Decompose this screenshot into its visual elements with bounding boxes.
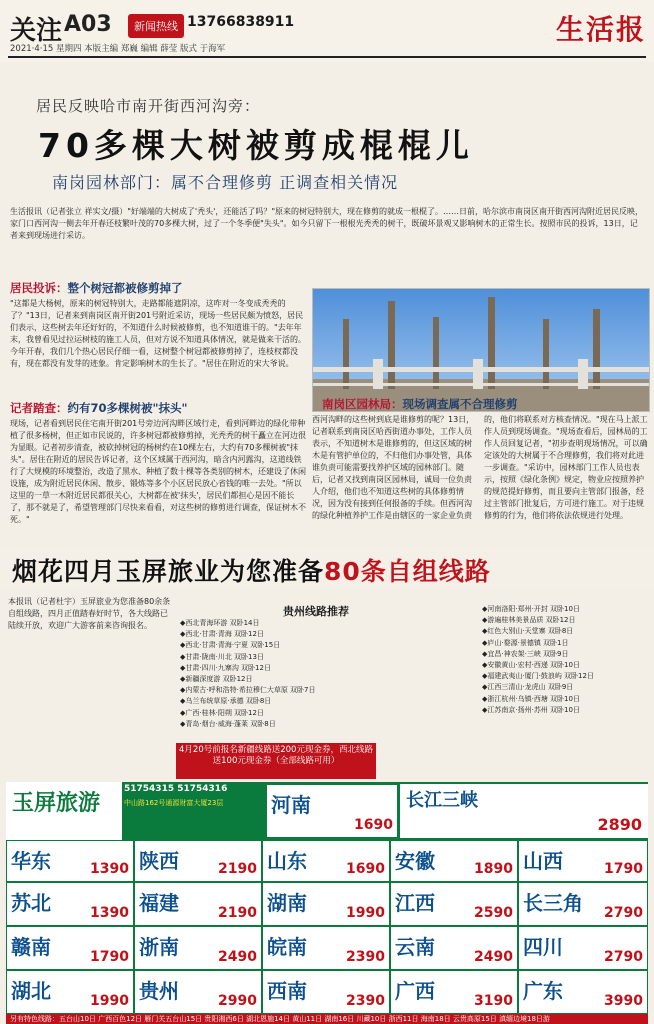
ad-cell: 江西 2590 — [390, 882, 518, 926]
ad-brand-name: 玉屏旅游 — [12, 790, 101, 816]
route-item: ◆西北青海环游 双卧14日 — [180, 619, 260, 627]
routes-list-b — [482, 604, 648, 716]
ad-cell: 贵州 2990 — [134, 970, 262, 1014]
section1-rest: 整个树冠都被修剪掉了 — [67, 281, 183, 295]
ad-right-price: 2890 — [597, 815, 642, 834]
route-item: ◆庐山·婺源·景德镇 双卧1日 — [482, 638, 569, 647]
ad-cell: 四川 2790 — [518, 926, 648, 970]
travel-headline — [12, 552, 491, 588]
photo-illustration — [313, 289, 650, 412]
article-lead: 生活报讯（记者张立 祥实文/摄）"好端端的大树成了'秃头'，还能活了吗？"原来的树冠特别大，现在修剪的就成一根棍了。……日前，哈尔滨市南岗区南开街西河沟附近居民反映，家门口西河沟一侧去年开春还枝繁叶茂的70多棵大树，过了一个冬季便"失头"。如今只留下一根根光秃秃的树干，既破坏景观又影响树木的正常生长。按照市民的投诉，13日，记者来到现场进行采访。 — [10, 207, 643, 240]
ad-cell: 赣南 1790 — [6, 926, 134, 970]
route-item: ◆安徽黄山·宏村·西递 双卧10日 — [482, 661, 580, 670]
ad-cell: 山西 1790 — [518, 840, 648, 882]
ad-cell: 浙南 2490 — [134, 926, 262, 970]
section2-heading — [10, 400, 188, 416]
ad-cell: 陕西 2190 — [134, 840, 262, 882]
route-item: ◆福建武夷山·厦门·鼓浪屿 双卧12日 — [482, 672, 594, 681]
travel-intro: 本报讯（记者杜宇）玉屏旅业为您准备80余条自组线路，四月正值踏春好时节，各大线路已陆续开放，欢迎广大游客前来咨询报名。 — [8, 597, 171, 630]
route-item: ◆广西·桂林·阳朔 双卧12日 — [180, 708, 264, 717]
section3-heading — [322, 396, 518, 412]
route-item: ◆西北·甘肃·青海·宁夏 双卧15日 — [180, 641, 281, 650]
ad-cell: 西南 2390 — [262, 970, 390, 1014]
ad-brand-address: 中山路162号通源财富大厦23层 — [124, 799, 224, 807]
route-item: ◆江西三清山·龙虎山 双卧9日 — [482, 683, 574, 692]
route-item: ◆内蒙古·呼和浩特·希拉穆仁大草原 双卧7日 — [180, 686, 316, 695]
ad-cell: 苏北 1390 — [6, 882, 134, 926]
section1-key: 居民投诉： — [10, 281, 68, 295]
route-item: ◆新疆深度游 双卧12日 — [180, 675, 253, 684]
ad-cell: 河南 1690 — [266, 784, 398, 838]
ad-cell: 长三角 2790 — [518, 882, 648, 926]
route-item: ◆甘肃·四川·九寨沟 双卧12日 — [180, 663, 271, 672]
route-item: ◆江苏南京·扬州·苏州 双卧10日 — [482, 705, 580, 714]
ad-cell: 湖南 1990 — [262, 882, 390, 926]
ad-cell: 福建 2190 — [134, 882, 262, 926]
route-item: ◆河南洛阳·郑州·开封 双卧10日 — [482, 605, 580, 613]
travel-headline-main: 烟花四月玉屏旅业为您准备 — [12, 557, 325, 586]
ad-cell: 广东 3990 — [518, 970, 648, 1014]
section1-text: "这都是大杨树，原来的树冠特别大，走路都能遮阴凉，这咋对一冬变成秃秃的了？"13日，记者来到南岗区南开街201号附近采访，现场一些居民颇为愤怒，居民们表示，这些树去年还好好的，不知道什么时候被修剪，也不知道谁干的。"去年年末，我曾看见过拉运树枝的施工人员，但对方说不知道具体情况，就是做来干活的。今年开春，我们几个热心居民仔细一看，这树整个树冠都被修剪掉了，连枝杈都没有，现在都没有发芽的迹象。肯定影响树木的生长了。"居住在附近的宋大爷说。 — [10, 299, 306, 368]
section2-key: 记者踏查： — [10, 401, 68, 415]
routes-list-a — [180, 618, 376, 730]
section1-heading — [10, 280, 183, 296]
section2-text: 现场，记者看到居民住宅南开街201号旁边河沟畔区域行走，看到河畔边的绿化带种植了很多杨树，但正如市民说的，许多树冠都被修剪掉，光秃秃的树干矗立在河边很为显眼。记者初步清查，被砍掉树冠的杨树约在10棵左右，大约有70多棵树被"抹头"。居住在附近的居民告诉记者，这个区域属于西河沟，暗含内河露沟，这道线铁行了大规模的环境整治，改造了黑水、种植了数十棵等各类别的树木，还建设了休闲设施，成为附近居民休闲、散步、锻炼等多个小区居民放心省钱的唯一去处。"所以这里的一草一木附近居民都很关心，大树都在被'抹头'，居民们都担心是因不能长了，那不就是了，希望管理部门尽快来看看，对这些树的修剪进行调查，保证树木不死。" — [10, 419, 306, 524]
article-deck: 南岗园林部门：属不合理修剪 正调查相关情况 — [52, 173, 399, 192]
ad-cell: 华东 1390 — [6, 840, 134, 882]
ad-right-box — [400, 784, 648, 838]
route-item: ◆宜昌·神农架·三峡 双卧9日 — [482, 649, 569, 658]
article-kicker: 居民反映哈市南开街西河沟旁： — [36, 97, 261, 115]
section3-rest: 现场调查属不合理修剪 — [402, 397, 518, 411]
promo-box: 4月20号前报名新疆线路送200元现金券，西北线路送100元现金券（全部线路可用） — [176, 743, 376, 779]
news-photo — [312, 288, 650, 412]
section3-text: 西河沟畔的这些树到底是谁修剪的呢？13日，记者联系到南岗区哈西街道办事处，工作人员表示，不知道树木是谁修剪的，但这区域的树木是有管护单位的，不归他们办事处管，具体谁负责可能需要找养护区域的园林部门。随后，记者又找到南岗区园林局，诚局一位负责人介绍，他们也不知道这些树的具体修剪情况，因为没有接到任何报备的手续。但西河沟的绿化种植养护工作是由辖区的一家企业负责的，他们将联系对方核查情况。"现在马上派工作人员到现场调查。"现场查看后，园林局的工作人员回复记者，"初步查明现场情况，可以确定该处的大树属于不合理修剪，我们将对此进一步调查。"采访中，园林部门工作人员也表示，按照《绿化条例》规定，物业应按照养护的规范提好修剪，而且要向主管部门报备，经过主管部门批复后，方可进行施工。对于违规修剪的行为，他们将依法依规进行处理。 — [312, 415, 648, 520]
bottom-ticker: 另有特色线路：五台山10日 广西百色12日 雁门关五台山15日 贵阳湘西6日 湖北恩施14日 黄山11日 湖南16日 川藏10日 浙西11日 海南18日 云贵高原15日 滇缅边境18日游 — [6, 1014, 648, 1024]
ad-right-brand: 长江三峡 — [406, 790, 478, 811]
newspaper-logo: 生活报 — [556, 13, 647, 46]
route-item: ◆西北·甘肃·青海 双卧12日 — [180, 630, 264, 639]
section2-rest: 约有70多棵树被"抹头" — [67, 401, 188, 415]
route-item: ◆乌兰布统草原·承德 双卧8日 — [180, 697, 272, 706]
ad-cell: 山东 1690 — [262, 840, 390, 882]
ad-cell: 湖北 1990 — [6, 970, 134, 1014]
route-item: ◆浙江杭州·乌镇·西塘 双卧10日 — [482, 694, 580, 703]
ad-brand-box — [6, 782, 122, 840]
ad-cell: 云南 2490 — [390, 926, 518, 970]
route-item: ◆游遍桂林美景品质 双卧12日 — [482, 616, 576, 625]
route-item: ◆青岛·烟台·威海·蓬莱 双卧8日 — [180, 719, 276, 728]
travel-headline-red: 80条自组线路 — [324, 557, 491, 586]
masthead-rule — [8, 56, 646, 58]
page-number: A03 — [64, 12, 112, 37]
route-item: ◆甘肃·陇南·川北 双卧13日 — [180, 652, 264, 661]
issue-info: 2021·4·15 星期四 本版主编 郑巍 编辑 薛莹 版式 于海军 — [10, 44, 226, 54]
article-headline: 70多棵大树被剪成棍棍儿 — [38, 126, 474, 165]
ad-cell: 广西 3190 — [390, 970, 518, 1014]
hotline-badge: 新闻热线 — [128, 14, 184, 38]
hotline-phone: 13766838911 — [187, 14, 295, 30]
ad-brand-phone: 51754315 51754316 — [124, 784, 228, 794]
routes-title: 贵州线路推荐 — [283, 605, 349, 618]
route-item: ◆红色大别山·天堂寨 双卧8日 — [482, 627, 574, 636]
ad-cell: 皖南 2390 — [262, 926, 390, 970]
ad-cell: 安徽 1890 — [390, 840, 518, 882]
section3-key: 南岗区园林局： — [322, 397, 403, 411]
section-label: 关注 — [10, 16, 63, 46]
